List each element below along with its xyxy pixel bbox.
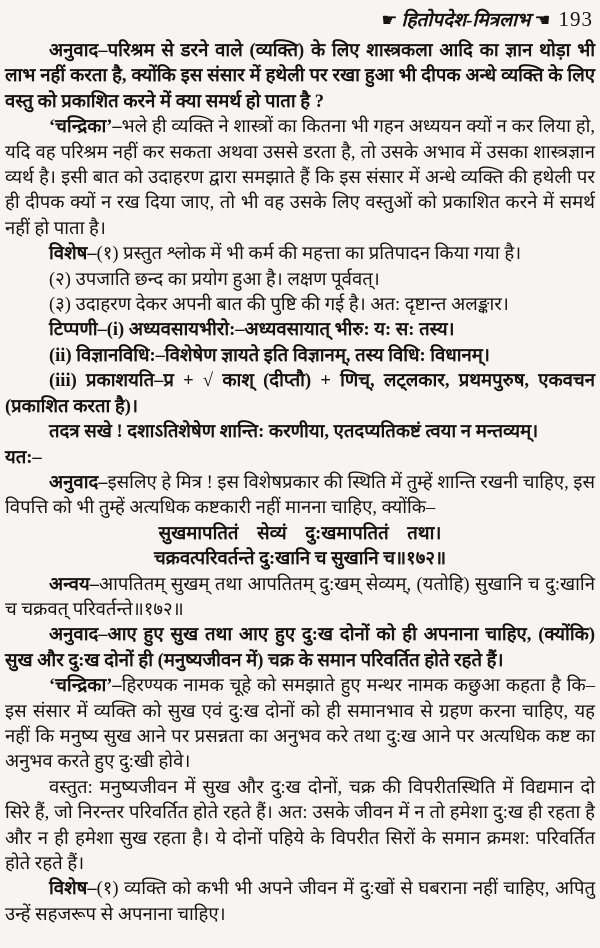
paragraph-label: ‘चन्द्रिका’– <box>49 676 122 697</box>
page-number: 193 <box>558 7 593 31</box>
paragraph-chandrika-2 <box>5 674 595 776</box>
paragraph-vishesh-1 <box>5 242 595 267</box>
paragraph-label: अनुवाद– <box>49 625 108 646</box>
paragraph-vastutah <box>5 776 595 878</box>
paragraph-text: (१) व्यक्ति को कभी भी अपने जीवन में दु:खों से घबराना नहीं चाहिए, अपितु उन्हें सहजरूप से अपनाना चाहिए। <box>5 879 595 925</box>
vishesh-item-2 <box>5 268 595 293</box>
verse-text: सुखमापतितं सेव्यं दु:खमापतितं तथा। <box>158 523 442 544</box>
paragraph-label: अनुवाद– <box>49 472 108 493</box>
paragraph-text: भले ही व्यक्ति ने शास्त्रों का कितना भी गहन अध्ययन क्यों न कर लिया हो, यदि वह परिश्रम नहीं कर सकता अथवा उससे डरता है, तो उसके अभाव में उसका शास्त्रज्ञान व्यर्थ है। इसी बात को उदाहरण द्वारा समझाते हैं कि इस संसार में अन्धे व्यक्ति की हथेली पर ही दीपक क्यों न रख दिया जाए, तो भी वह उसके लिए वस्तुओं को प्रकाशित करने में समर्थ नहीं हो पाता है। <box>5 117 595 239</box>
paragraph-text: (३) उदाहरण देकर अपनी बात की पुष्टि की गई है। अत: दृष्टान्त अलङ्कार। <box>49 295 509 316</box>
sanskrit-quote-continuation <box>5 446 595 471</box>
paragraph-anuvad-2 <box>5 471 595 522</box>
paragraph-text: आए हुए सुख तथा आए हुए दु:ख दोनों को ही अपनाना चाहिए, (क्योंकि) सुख और दु:ख दोनों ही (मनुष्यजीवन में) चक्र के समान परिवर्तित होते रहते हैं। <box>5 625 595 671</box>
paragraph-text: हिरण्यक नामक चूहे को समझाते हुए मन्थर नामक कछुआ कहता है कि–इस संसार में व्यक्ति को सुख एवं दु:ख दोनों को ही समानभाव से ग्रहण करना चाहिए, यह नहीं कि मनुष्य सुख आने पर प्रसन्नता का अनुभव करे तथा दु:ख आने पर अत्यधिक कष्ट का अनुभव करते हुए दु:खी होवे। <box>5 676 595 773</box>
verse-text: चक्रवत्परिवर्तन्ते दु:खानि च सुखानि च॥१७२॥ <box>153 549 447 570</box>
paragraph-label: टिप्पणी– <box>49 320 107 341</box>
paragraph-label: अन्वय– <box>49 574 99 595</box>
manicule-right-icon: ☛ <box>381 10 398 30</box>
paragraph-text: (i) अध्यवसायभीरो:–अध्यवसायात् भीरु: य: स: तस्य। <box>106 320 455 341</box>
manicule-left-icon: ☚ <box>534 10 551 30</box>
tippani-item-iii <box>5 369 595 420</box>
paragraph-label: विशेष– <box>49 879 97 900</box>
paragraph-text: यत:– <box>5 447 42 468</box>
paragraph-anuvad-3 <box>5 623 595 674</box>
paragraph-text: इसलिए हे मित्र ! इस विशेषप्रकार की स्थिति में तुम्हें शान्ति रखनी चाहिए, इस विपत्ति को भी तुम्हें अत्यधिक कष्टकारी नहीं मानना चाहिए, क्योंकि– <box>5 472 595 519</box>
sanskrit-quote <box>5 420 595 445</box>
shloka-line-2 <box>5 547 595 572</box>
shloka-line-1 <box>5 522 595 547</box>
page-header <box>5 6 593 34</box>
paragraph-label: विशेष– <box>49 244 97 265</box>
paragraph-tippani <box>5 318 595 343</box>
paragraph-text: परिश्रम से डरने वाले (व्यक्ति) के लिए शास्त्रकला आदि का ज्ञान थोड़ा भी लाभ नहीं करता है, क्योंकि इस संसार में हथेली पर रखा हुआ भी दीपक अन्धे व्यक्ति के लिए वस्तु को प्रकाशित करने में क्या समर्थ हो पाता है ? <box>5 41 595 112</box>
paragraph-anuvad-1 <box>5 39 595 115</box>
paragraph-text: (२) उपजाति छन्द का प्रयोग हुआ है। लक्षण पूर्ववत्। <box>49 269 380 290</box>
paragraph-anvay <box>5 573 595 624</box>
paragraph-text: वस्तुत: मनुष्यजीवन में सुख और दु:ख दोनों, चक्र की विपरीतस्थिति में विद्यमान दो सिरे हैं, जो निरन्तर परिवर्तित होते रहते हैं। अत: उसके जीवन में न तो हमेशा दु:ख ही रहता है और न ही हमेशा सुख रहता है। ये दोनों पहिये के विपरीत सिरों के समान क्रमश: परिवर्तित होते रहते हैं। <box>5 777 595 874</box>
paragraph-text: (iii) प्रकाशयति–प्र + √ काश् (दीप्तौ) + णिच्, लट्लकार, प्रथमपुरुष, एकवचन (प्रकाशित करता है)। <box>5 371 595 417</box>
paragraph-label: अनुवाद– <box>49 41 108 61</box>
tippani-item-ii <box>5 344 595 369</box>
vishesh-item-3 <box>5 293 595 318</box>
paragraph-text: (ii) विज्ञानविधि:–विशेषेण ज्ञायते इति विज्ञानम्, तस्य विधि: विधानम्। <box>49 345 490 366</box>
paragraph-text: आपतितम् सुखम् तथा आपतितम् दु:खम् सेव्यम्, (यतोहि) सुखानि च दु:खानि च चक्रवत् परिवर्तन्ते॥१७२॥ <box>5 574 595 620</box>
paragraph-text: (१) प्रस्तुत श्लोक में भी कर्म की महत्ता का प्रतिपादन किया गया है। <box>96 244 522 265</box>
paragraph-vishesh-2 <box>5 877 595 928</box>
running-title: हितोपदेश-मित्रलाभ <box>401 10 531 31</box>
paragraph-chandrika-1 <box>5 115 595 242</box>
paragraph-label: ‘चन्द्रिका’– <box>49 117 122 138</box>
paragraph-text: तदत्र सखे ! दशाऽतिशेषेण शान्ति: करणीया, एतदप्यतिकष्टं त्वया न मन्तव्यम्। <box>49 422 539 443</box>
